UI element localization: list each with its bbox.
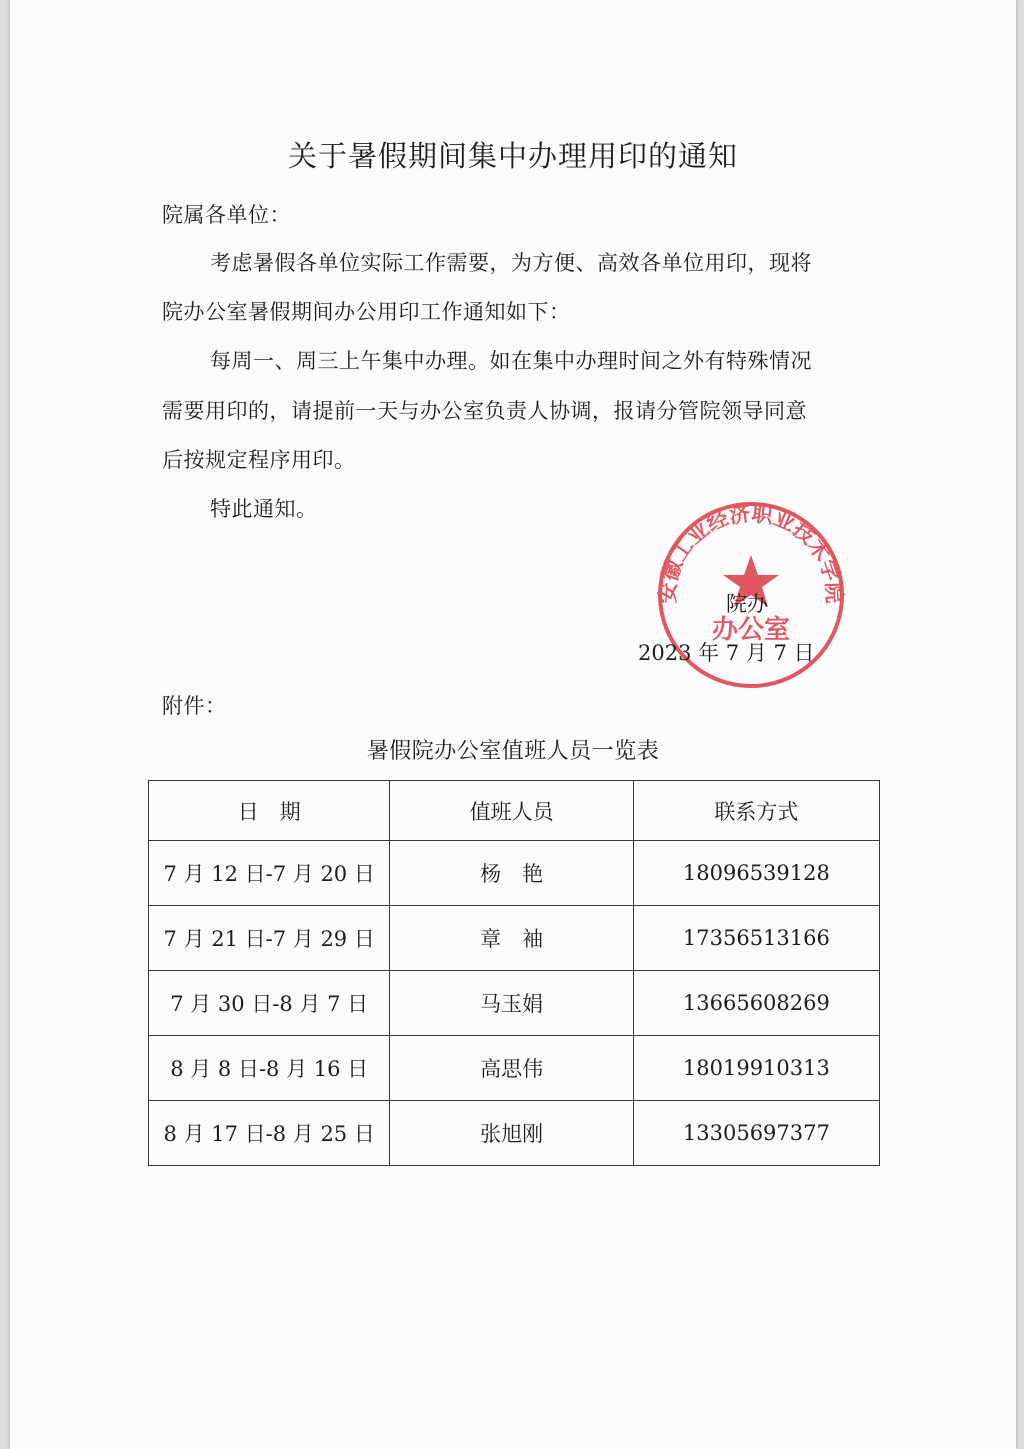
cell-date: 7 月 21 日-7 月 29 日 (149, 906, 390, 971)
cell-person: 张旭刚 (390, 1101, 633, 1166)
table-row (149, 1101, 880, 1166)
closing-text: 特此通知。 (210, 497, 318, 521)
table-header-row (149, 781, 880, 841)
header-date: 日 期 (149, 781, 390, 841)
date: 2023 年 7 月 7 日 (638, 641, 815, 665)
cell-date: 8 月 17 日-8 月 25 日 (149, 1101, 390, 1166)
cell-person: 高思伟 (390, 1036, 633, 1101)
attachment-label: 附件： (162, 694, 227, 718)
cell-phone: 13305697377 (633, 1101, 879, 1166)
table-title: 暑假院办公室值班人员一览表 (366, 739, 660, 764)
document-page (10, 0, 1016, 1449)
cell-person: 章 袖 (390, 906, 633, 971)
signature: 院办 (726, 592, 768, 616)
cell-phone: 18019910313 (633, 1036, 879, 1101)
cell-phone: 17356513166 (633, 906, 879, 971)
table-row (149, 971, 880, 1036)
cell-date: 7 月 12 日-7 月 20 日 (149, 841, 390, 906)
cell-person: 杨 艳 (390, 841, 633, 906)
cell-phone: 13665608269 (633, 971, 879, 1036)
notice-title: 关于暑假期间集中办理用印的通知 (287, 139, 738, 173)
paragraph2-line2: 需要用印的，请提前一天与办公室负责人协调，报请分管院领导同意 (162, 399, 807, 423)
salutation: 院属各单位： (162, 203, 291, 227)
table-row (149, 906, 880, 971)
cell-date: 7 月 30 日-8 月 7 日 (149, 971, 390, 1036)
paragraph1-line1: 考虑暑假各单位实际工作需要，为方便、高效各单位用印，现将 (210, 251, 812, 275)
cell-person: 马玉娟 (390, 971, 633, 1036)
paragraph2-line1: 每周一、周三上午集中办理。如在集中办理时间之外有特殊情况 (210, 349, 812, 373)
seal-org-text: 安徽工业经济职业技术学院 (654, 500, 848, 604)
cell-phone: 18096539128 (633, 841, 879, 906)
header-contact: 联系方式 (633, 781, 879, 841)
cell-date: 8 月 8 日-8 月 16 日 (149, 1036, 390, 1101)
duty-table (148, 780, 880, 1166)
header-person: 值班人员 (390, 781, 633, 841)
paragraph2-line3: 后按规定程序用印。 (162, 448, 356, 472)
table-row (149, 1036, 880, 1101)
paragraph1-line2: 院办公室暑假期间办公用印工作通知如下： (162, 300, 571, 324)
seal-dept-text: 办公室 (711, 615, 791, 645)
table-row (149, 841, 880, 906)
